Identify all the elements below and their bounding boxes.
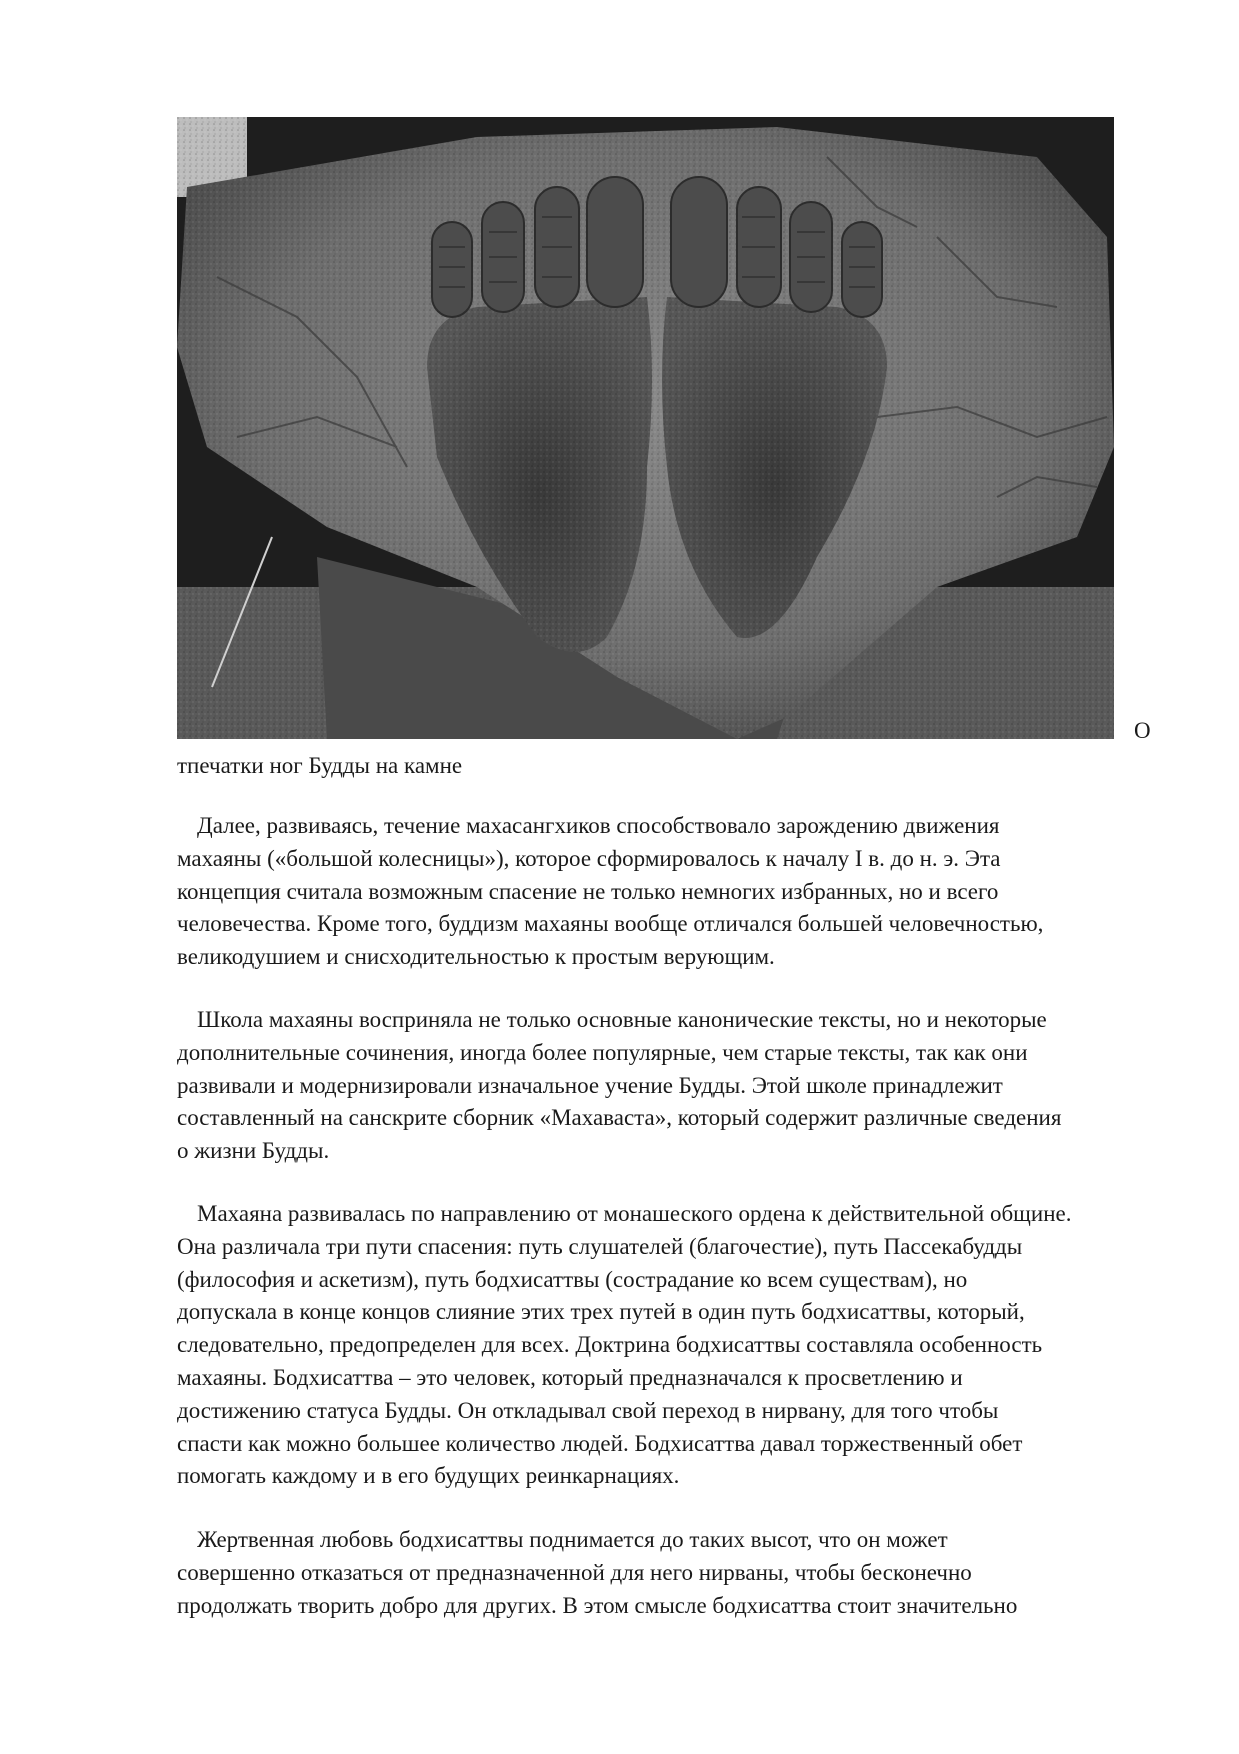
paragraph-1 (177, 810, 1167, 974)
text-line: совершенно отказаться от предназначенной для него нирваны, чтобы бесконечно (177, 1559, 972, 1585)
text-line: Махаяна развивалась по направлению от монашеского ордена к действительной общине. (197, 1201, 1072, 1226)
text-line: помогать каждому и в его будущих реинкарнациях. (177, 1463, 680, 1489)
text-line: достижению статуса Будды. Он откладывал свой переход в нирвану, для того чтобы (177, 1397, 999, 1423)
buddha-footprints-photo (177, 117, 1114, 739)
text-line: великодушием и снисходительностью к простым верующим. (177, 944, 775, 970)
text-line: концепция считала возможным спасение не только немногих избранных, но и всего (177, 878, 999, 904)
figure-caption: тпечатки ног Будды на камне (177, 753, 463, 778)
text-line: махаяны («большой колесницы»), которое сформировалось к началу I в. до н. э. Эта (177, 845, 1001, 871)
text-line: о жизни Будды. (177, 1138, 330, 1164)
text-line: продолжать творить добро для других. В этом смысле бодхисаттва стоит значительно (177, 1592, 1018, 1618)
text-line: составленный на санскрите сборник «Махаваста», который содержит различные сведения (177, 1105, 1062, 1131)
text-line: махаяны. Бодхисаттва – это человек, который предназначался к просветлению и (177, 1364, 963, 1390)
text-line: (философия и аскетизм), путь бодхисаттвы (сострадание ко всем существам), но (177, 1266, 968, 1292)
paragraph-4 (177, 1524, 1167, 1622)
paragraph-2 (177, 1004, 1167, 1168)
text-line: допускала в конце концов слияние этих трех путей в один путь бодхисаттвы, который, (177, 1299, 1025, 1325)
caption-first-letter: О (1134, 718, 1151, 743)
stone-footprints-image (177, 117, 1114, 739)
text-line: развивали и модернизировали изначальное учение Будды. Этой школе принадлежит (177, 1072, 1003, 1098)
text-line: следовательно, предопределен для всех. Доктрина бодхисаттвы составляла особенность (177, 1332, 1043, 1358)
text-line: человечества. Кроме того, буддизм махаяны вообще отличался большей человечностью, (177, 911, 1044, 937)
text-line: Школа махаяны восприняла не только основные канонические тексты, но и некоторые (197, 1007, 1047, 1032)
text-line: Далее, развиваясь, течение махасангхиков способствовало зарождению движения (197, 813, 1000, 838)
paragraph-3 (177, 1198, 1167, 1493)
text-line: Жертвенная любовь бодхисаттвы поднимается до таких высот, что он может (197, 1527, 948, 1552)
text-line: спасти как можно большее количество людей. Бодхисаттва давал торжественный обет (177, 1430, 1023, 1456)
text-line: Она различала три пути спасения: путь слушателей (благочестие), путь Пассекабудды (177, 1233, 1023, 1259)
text-line: дополнительные сочинения, иногда более популярные, чем старые тексты, так как они (177, 1039, 1028, 1065)
